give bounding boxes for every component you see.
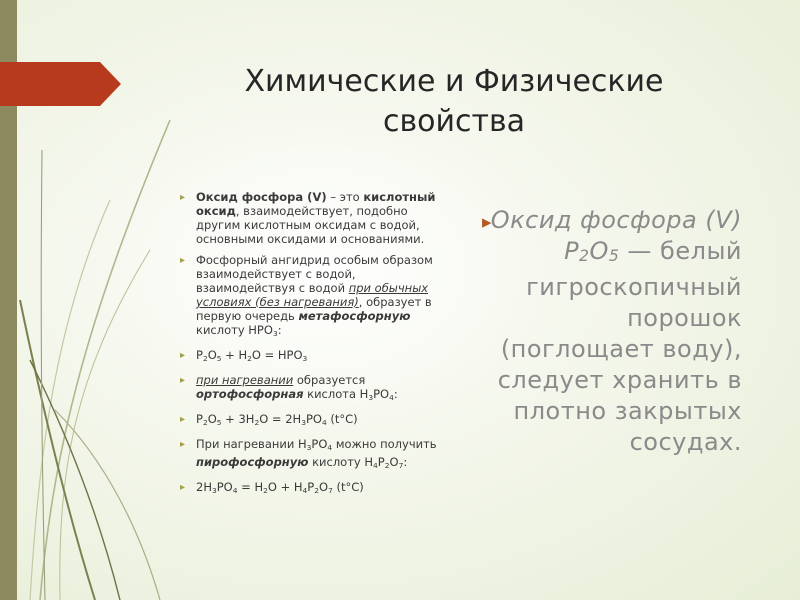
text-italic: Оксид фосфора (V) P	[490, 206, 742, 265]
text: O	[207, 348, 217, 362]
text: + 3H	[221, 412, 255, 426]
text-bold-italic: ортофосфорная	[196, 387, 304, 401]
text: — белый гигроскопичный порошок (поглощает воду), следует хранить в плотно закрытых сосудах.	[497, 237, 742, 456]
text: = H	[237, 480, 264, 494]
text-underlined: при нагревании	[196, 373, 294, 387]
text-underlined: при обычных условиях (без нагревания)	[196, 281, 429, 309]
list-item	[178, 190, 446, 246]
subscript: 3	[368, 393, 374, 402]
subscript: 5	[216, 418, 222, 427]
list-item	[178, 437, 446, 473]
text: Фосфорный ангидрид особым образом взаимодействует с водой, взаимодействуя с водой	[196, 253, 433, 295]
text: O	[389, 455, 399, 469]
text: можно получить	[332, 437, 437, 451]
title-line-2: свойства	[382, 104, 526, 139]
text: , образует в первую очередь	[196, 295, 432, 323]
text: O	[207, 412, 217, 426]
list-item	[178, 348, 446, 366]
text: :	[393, 387, 398, 401]
subscript: 2	[202, 418, 208, 427]
list-item	[178, 480, 446, 498]
text: PO	[373, 387, 390, 401]
text: + H	[221, 348, 248, 362]
subscript: 7	[328, 486, 333, 495]
subscript: 2	[263, 486, 268, 495]
text: PO	[216, 480, 233, 494]
red-arrow-decoration	[0, 62, 121, 106]
subscript: 5	[216, 354, 222, 363]
text: P	[196, 348, 203, 362]
subscript: 3	[272, 329, 278, 338]
text: (t°C)	[332, 480, 364, 494]
text: 2H	[196, 480, 212, 494]
text: , взаимодействует, подобно другим кислотным оксидам с водой, основными оксидами и основаниями.	[196, 204, 425, 246]
bullet-icon: ▸	[180, 255, 186, 266]
text: При нагревании H	[196, 437, 307, 451]
text-bold: Оксид фосфора (V)	[196, 190, 327, 204]
text: P	[377, 455, 385, 469]
subscript: 4	[389, 393, 394, 402]
text: :	[277, 323, 282, 337]
subscript: 4	[232, 486, 238, 495]
subscript: 7	[398, 461, 404, 470]
left-content	[178, 190, 446, 505]
list-item	[178, 373, 446, 405]
bullet-icon: ▸	[180, 439, 186, 450]
bullet-icon: ▸	[180, 192, 186, 203]
subscript: 3	[302, 354, 308, 363]
list-item	[178, 412, 446, 430]
subscript: 4	[321, 418, 327, 427]
right-paragraph	[480, 205, 742, 458]
bullet-icon: ▸	[180, 414, 186, 425]
bullet-icon: ▸	[180, 350, 186, 361]
title-line-1: Химические и Физические	[244, 64, 664, 99]
subscript: 4	[327, 443, 333, 452]
subscript: 2	[384, 461, 390, 470]
text: кислоту HPO	[196, 323, 273, 337]
list-item	[178, 253, 446, 341]
text: O + H	[267, 480, 303, 494]
text: :	[403, 455, 408, 469]
text: кислоту H	[308, 455, 374, 469]
subscript: 2	[314, 486, 319, 495]
bullet-icon: ▸	[180, 482, 186, 493]
text: O	[319, 480, 329, 494]
subscript: 2	[579, 247, 590, 265]
subscript: 2	[247, 354, 252, 363]
text: P	[196, 412, 203, 426]
text: PO	[305, 412, 322, 426]
subscript: 2	[254, 418, 260, 427]
subscript: 3	[211, 486, 217, 495]
text-bold: кислотный оксид	[196, 190, 436, 218]
text: – это	[326, 190, 364, 204]
text: (t°C)	[326, 412, 358, 426]
subscript: 5	[608, 247, 620, 265]
subscript: 3	[306, 443, 312, 452]
bullet-icon: ▸	[482, 211, 493, 233]
text: кислота H	[303, 387, 369, 401]
subscript: 2	[202, 354, 208, 363]
text: PO	[311, 437, 328, 451]
text: O = 2H	[259, 412, 302, 426]
subscript: 4	[302, 486, 308, 495]
subscript: 3	[301, 418, 306, 427]
text: образуется	[293, 373, 366, 387]
text-italic: O	[589, 237, 609, 265]
text: P	[307, 480, 315, 494]
right-content	[480, 205, 742, 458]
subscript: 4	[373, 461, 378, 470]
text-bold-italic: пирофосфорную	[196, 455, 309, 469]
text-bold-italic: метафосфорную	[298, 309, 411, 323]
bullet-icon: ▸	[180, 375, 186, 386]
slide-title	[200, 62, 708, 142]
text: O = HPO	[251, 348, 303, 362]
